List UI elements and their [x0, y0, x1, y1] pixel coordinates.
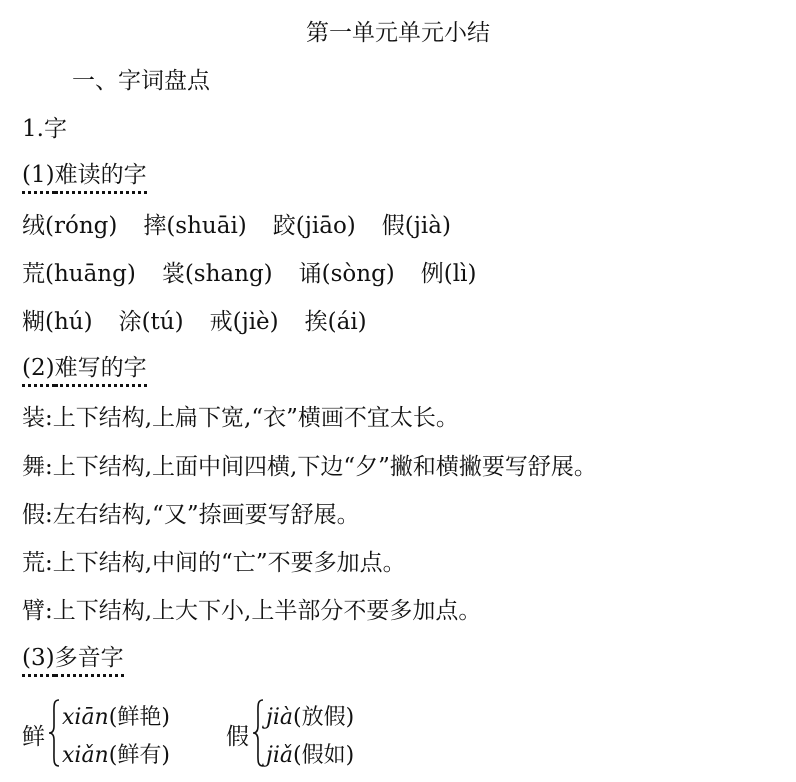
hard-write-item: 舞:上下结构,上面中间四横,下边“夕”撇和横撇要写舒展。 [22, 454, 597, 480]
hard-write-heading [22, 353, 147, 387]
polyphone-heading [22, 643, 124, 677]
page-title: 第一单元单元小结 [306, 20, 490, 46]
example-word: (假如) [292, 743, 355, 768]
pinyin-row [62, 738, 170, 769]
heading-label: 难读的字 [55, 160, 147, 194]
pinyin: xiān [62, 705, 109, 730]
polyphone-group [22, 698, 222, 774]
char-pinyin: 糊(hú) [22, 309, 93, 335]
pinyin: jià [266, 705, 293, 730]
section-heading: 一、字词盘点 [72, 68, 210, 94]
hard-read-row [22, 307, 393, 337]
hard-read-heading [22, 160, 147, 194]
char-pinyin: 挨(ái) [304, 309, 367, 335]
char-pinyin: 诵(sòng) [298, 261, 395, 287]
hard-read-row [22, 211, 477, 241]
hard-write-item: 假:左右结构,“又”捺画要写舒展。 [22, 502, 360, 528]
char-pinyin: 裳(shang) [161, 261, 273, 287]
pinyin: xiǎn [62, 743, 109, 768]
example-word: (鲜有) [108, 743, 170, 768]
heading-number: (2) [22, 353, 55, 387]
pinyin: jiǎ [266, 743, 293, 768]
char-pinyin: 假(jià) [381, 213, 451, 239]
polyphone-char: 鲜 [22, 724, 45, 750]
example-word: (放假) [292, 705, 355, 730]
char-pinyin: 跤(jiāo) [272, 213, 356, 239]
hard-read-row [22, 259, 502, 289]
example-word: (鲜艳) [108, 705, 170, 730]
heading-number: (3) [22, 643, 55, 677]
polyphone-group [226, 698, 426, 774]
hard-write-item: 荒:上下结构,中间的“亡”不要多加点。 [22, 550, 406, 576]
heading-label: 多音字 [55, 643, 124, 677]
heading-number: (1) [22, 160, 55, 194]
char-pinyin: 荒(huāng) [22, 261, 136, 287]
pinyin-row [62, 700, 170, 731]
hard-write-item: 臂:上下结构,上大下小,上半部分不要多加点。 [22, 598, 482, 624]
hard-write-item: 装:上下结构,上扁下宽,“衣”横画不宜太长。 [22, 405, 459, 431]
polyphone-char: 假 [226, 724, 249, 750]
pinyin-row [266, 700, 354, 731]
subsection-heading: 1.字 [22, 116, 67, 142]
char-pinyin: 例(lì) [420, 261, 477, 287]
brace-icon [48, 698, 60, 768]
char-pinyin: 摔(shuāi) [143, 213, 247, 239]
char-pinyin: 绒(róng) [22, 213, 118, 239]
heading-label: 难写的字 [55, 353, 147, 387]
char-pinyin: 戒(jiè) [209, 309, 279, 335]
brace-icon [252, 698, 264, 768]
char-pinyin: 涂(tú) [118, 309, 184, 335]
pinyin-row [266, 738, 354, 769]
